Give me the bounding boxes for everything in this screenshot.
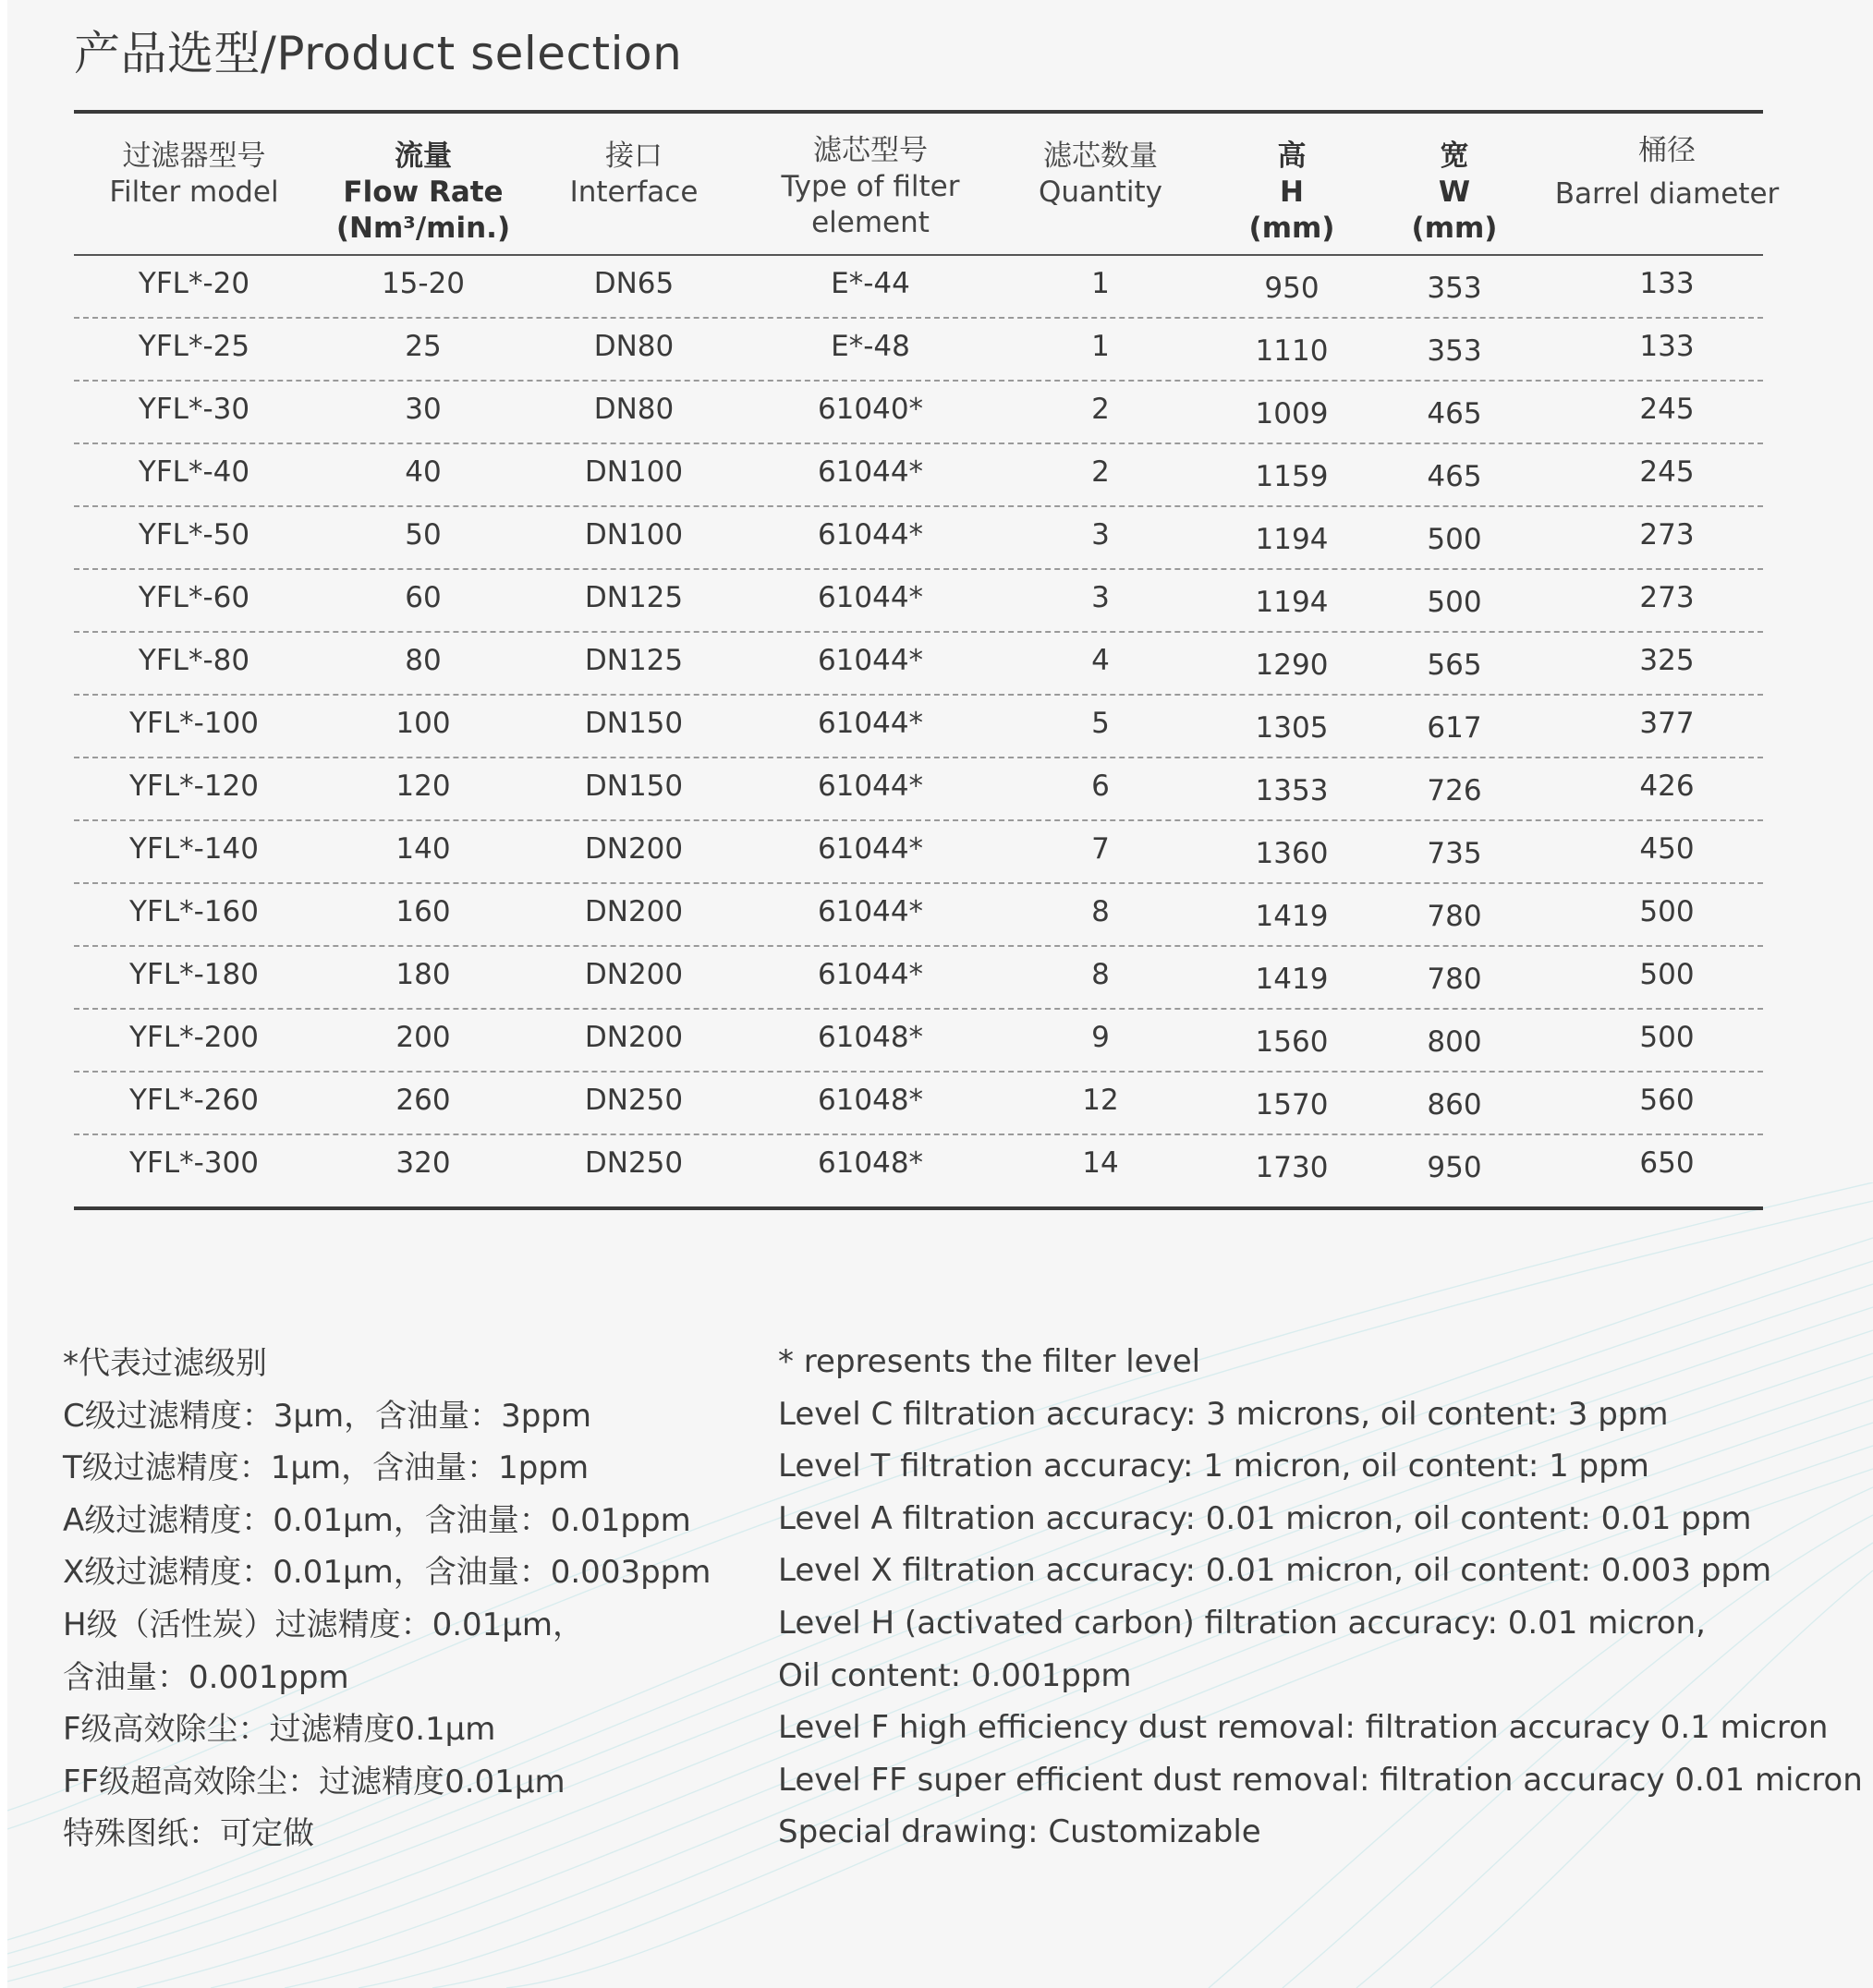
cell-element-quantity: 1 [1091,330,1110,363]
note-line-cn: A级过滤精度：0.01μm，含油量：0.01ppm [63,1501,691,1539]
table-top-rule [74,110,1763,114]
cell-barrel-diameter: 325 [1639,644,1695,677]
column-header-line: 滤芯型号 [813,134,928,167]
column-header-element-quantity [1039,139,1162,211]
cell-barrel-diameter: 650 [1639,1146,1695,1180]
table-row [74,884,1763,947]
cell-element-quantity: 3 [1091,518,1110,552]
cell-interface: DN200 [584,832,684,866]
table-row [74,1073,1763,1135]
cell-filter-element-type: 61044* [817,455,924,489]
table-header [74,134,1780,254]
cell-width: 465 [1427,397,1482,430]
cell-flow-rate: 140 [395,832,451,866]
cell-width: 860 [1427,1088,1482,1121]
cell-filter-element-type: 61044* [817,581,924,614]
cell-width: 500 [1427,523,1482,556]
column-header-line: Quantity [1039,176,1162,209]
cell-height: 1730 [1255,1151,1329,1184]
cell-filter-element-type: 61044* [817,958,924,991]
table-row [74,382,1763,444]
column-header-line: (mm) [1411,212,1498,245]
cell-flow-rate: 160 [395,895,451,928]
cell-interface: DN125 [584,644,684,677]
cell-element-quantity: 2 [1091,393,1110,426]
note-line-en: Level C filtration accuracy: 3 microns, oil content: 3 ppm [778,1395,1669,1433]
cell-flow-rate: 40 [405,455,442,489]
cell-width: 800 [1427,1025,1482,1059]
cell-element-quantity: 5 [1091,707,1110,740]
note-line-en: Level A filtration accuracy: 0.01 micron, oil content: 0.01 ppm [778,1499,1752,1537]
column-header-line: H [1280,176,1304,209]
cell-filter-element-type: E*-44 [831,267,910,300]
cell-filter-element-type: 61044* [817,895,924,928]
column-header-line: Filter model [109,176,279,209]
note-line-en: Level F high efficiency dust removal: filtration accuracy 0.1 micron [778,1709,1829,1747]
table-row [74,570,1763,633]
table-row [74,1135,1763,1198]
cell-filter-element-type: 61044* [817,832,924,866]
cell-barrel-diameter: 245 [1639,393,1695,426]
cell-barrel-diameter: 500 [1639,895,1695,928]
cell-barrel-diameter: 426 [1639,770,1695,803]
cell-height: 1360 [1255,837,1329,870]
cell-filter-model: YFL*-20 [138,267,250,300]
table-row [74,633,1763,696]
cell-width: 735 [1427,837,1482,870]
note-line-en: Oil content: 0.001ppm [778,1656,1132,1694]
cell-barrel-diameter: 245 [1639,455,1695,489]
cell-barrel-diameter: 500 [1639,1021,1695,1054]
column-header-flow-rate [336,139,510,247]
cell-height: 1419 [1255,963,1329,996]
cell-flow-rate: 50 [405,518,442,552]
column-header-height [1249,139,1335,247]
cell-height: 1305 [1255,711,1329,745]
cell-interface: DN200 [584,1021,684,1054]
note-line-cn: *代表过滤级别 [63,1345,267,1382]
cell-element-quantity: 1 [1091,267,1110,300]
note-line-cn: C级过滤精度：3μm，含油量：3ppm [63,1397,592,1435]
column-header-line: Type of filter [781,170,960,203]
column-header-line: Flow Rate [343,176,504,209]
cell-height: 1110 [1255,334,1329,368]
cell-interface: DN250 [584,1084,684,1117]
column-header-line: 接口 [604,139,663,173]
cell-element-quantity: 6 [1091,770,1110,803]
cell-interface: DN150 [584,707,684,740]
note-line-cn: 含油量：0.001ppm [63,1658,349,1696]
cell-barrel-diameter: 500 [1639,958,1695,991]
cell-filter-model: YFL*-80 [138,644,250,677]
cell-flow-rate: 260 [395,1084,451,1117]
cell-flow-rate: 100 [395,707,451,740]
cell-filter-model: YFL*-140 [129,832,259,866]
cell-interface: DN65 [593,267,675,300]
cell-barrel-diameter: 133 [1639,330,1695,363]
table-row [74,444,1763,507]
cell-flow-rate: 25 [405,330,442,363]
cell-element-quantity: 14 [1082,1146,1119,1180]
cell-flow-rate: 80 [405,644,442,677]
cell-width: 565 [1427,649,1482,682]
table-row [74,947,1763,1010]
cell-element-quantity: 9 [1091,1021,1110,1054]
cell-height: 1009 [1255,397,1329,430]
table-row [74,319,1763,382]
cell-filter-element-type: 61040* [817,393,924,426]
cell-interface: DN100 [584,455,684,489]
column-header-line: 高 [1277,139,1307,173]
note-line-en: Level X filtration accuracy: 0.01 micron, oil content: 0.003 ppm [778,1552,1772,1590]
note-line-cn: X级过滤精度：0.01μm，含油量：0.003ppm [63,1554,711,1592]
cell-flow-rate: 200 [395,1021,451,1054]
note-line-en: Special drawing: Customizable [778,1813,1261,1851]
page-title: 产品选型/Product selection [74,27,683,80]
cell-interface: DN80 [593,330,675,363]
cell-height: 1159 [1255,460,1329,493]
cell-barrel-diameter: 377 [1639,707,1695,740]
cell-width: 950 [1427,1151,1482,1184]
product-selection-page [7,0,1873,1988]
cell-width: 617 [1427,711,1482,745]
table-body [74,256,1763,1198]
cell-width: 780 [1427,900,1482,933]
cell-width: 353 [1427,334,1482,368]
table-row [74,1010,1763,1073]
column-header-barrel-diameter [1555,133,1780,212]
cell-interface: DN200 [584,895,684,928]
column-header-line: Interface [569,176,699,209]
table-row [74,256,1763,319]
cell-filter-element-type: E*-48 [831,330,910,363]
column-header-line: W [1438,176,1471,209]
cell-filter-element-type: 61048* [817,1146,924,1180]
column-header-line: (mm) [1248,212,1335,245]
cell-filter-model: YFL*-300 [129,1146,259,1180]
cell-height: 1194 [1255,586,1329,619]
cell-barrel-diameter: 273 [1639,518,1695,552]
cell-width: 780 [1427,963,1482,996]
column-header-line: Barrel diameter [1554,177,1780,211]
cell-element-quantity: 3 [1091,581,1110,614]
note-line-cn: 特殊图纸：可定做 [63,1815,314,1853]
note-line-cn: T级过滤精度：1μm，含油量：1ppm [63,1449,590,1487]
cell-barrel-diameter: 273 [1639,581,1695,614]
column-header-line: (Nm³/min.) [335,212,511,245]
column-header-line: 过滤器型号 [122,139,266,173]
cell-filter-element-type: 61044* [817,770,924,803]
cell-filter-element-type: 61048* [817,1084,924,1117]
cell-element-quantity: 2 [1091,455,1110,489]
cell-flow-rate: 180 [395,958,451,991]
note-line-cn: F级高效除尘：过滤精度0.1μm [63,1711,496,1749]
table-row [74,821,1763,884]
cell-interface: DN100 [584,518,684,552]
cell-height: 1419 [1255,900,1329,933]
column-header-line: 宽 [1440,139,1469,173]
cell-filter-model: YFL*-25 [138,330,250,363]
column-header-filter-model [109,139,278,211]
cell-filter-model: YFL*-30 [138,393,250,426]
cell-flow-rate: 15-20 [381,267,466,300]
column-header-line: 桶径 [1637,134,1696,167]
cell-flow-rate: 60 [405,581,442,614]
cell-filter-element-type: 61048* [817,1021,924,1054]
cell-width: 500 [1427,586,1482,619]
cell-flow-rate: 120 [395,770,451,803]
cell-barrel-diameter: 133 [1639,267,1695,300]
cell-element-quantity: 8 [1091,895,1110,928]
cell-width: 726 [1427,774,1482,807]
note-line-en: * represents the filter level [778,1343,1201,1380]
cell-filter-model: YFL*-60 [138,581,250,614]
cell-barrel-diameter: 560 [1639,1084,1695,1117]
cell-element-quantity: 8 [1091,958,1110,991]
cell-height: 1560 [1255,1025,1329,1059]
note-line-en: Level FF super efficient dust removal: filtration accuracy 0.01 micron [778,1761,1863,1799]
cell-filter-model: YFL*-40 [138,455,250,489]
cell-flow-rate: 320 [395,1146,451,1180]
column-header-interface [570,139,699,211]
cell-width: 353 [1427,272,1482,305]
column-header-width [1412,139,1498,247]
cell-filter-model: YFL*-120 [129,770,259,803]
column-header-line: 流量 [394,139,452,173]
cell-height: 1290 [1255,649,1329,682]
cell-filter-model: YFL*-100 [129,707,259,740]
notes-english [778,1336,1863,1859]
cell-filter-model: YFL*-160 [129,895,259,928]
note-line-en: Level H (activated carbon) filtration accuracy: 0.01 micron, [778,1604,1706,1642]
notes-chinese [63,1338,711,1861]
note-line-cn: FF级超高效除尘：过滤精度0.01μm [63,1763,566,1800]
cell-width: 465 [1427,460,1482,493]
cell-filter-model: YFL*-200 [129,1021,259,1054]
cell-filter-element-type: 61044* [817,707,924,740]
cell-element-quantity: 4 [1091,644,1110,677]
cell-filter-model: YFL*-50 [138,518,250,552]
cell-interface: DN200 [584,958,684,991]
cell-interface: DN125 [584,581,684,614]
column-header-filter-element-type [782,133,960,241]
cell-height: 950 [1264,272,1320,305]
cell-height: 1353 [1255,774,1329,807]
table-row [74,758,1763,821]
cell-interface: DN150 [584,770,684,803]
cell-height: 1194 [1255,523,1329,556]
cell-interface: DN250 [584,1146,684,1180]
cell-flow-rate: 30 [405,393,442,426]
cell-filter-model: YFL*-180 [129,958,259,991]
cell-element-quantity: 7 [1091,832,1110,866]
note-line-en: Level T filtration accuracy: 1 micron, oil content: 1 ppm [778,1448,1649,1485]
cell-element-quantity: 12 [1082,1084,1119,1117]
cell-barrel-diameter: 450 [1639,832,1695,866]
column-header-line: element [811,206,930,239]
table-row [74,507,1763,570]
table-bottom-rule [74,1206,1763,1210]
cell-filter-element-type: 61044* [817,518,924,552]
cell-filter-model: YFL*-260 [129,1084,259,1117]
note-line-cn: H级（活性炭）过滤精度：0.01μm， [63,1606,585,1643]
cell-filter-element-type: 61044* [817,644,924,677]
column-header-line: 滤芯数量 [1043,139,1158,173]
cell-interface: DN80 [593,393,675,426]
cell-height: 1570 [1255,1088,1329,1121]
table-row [74,696,1763,758]
